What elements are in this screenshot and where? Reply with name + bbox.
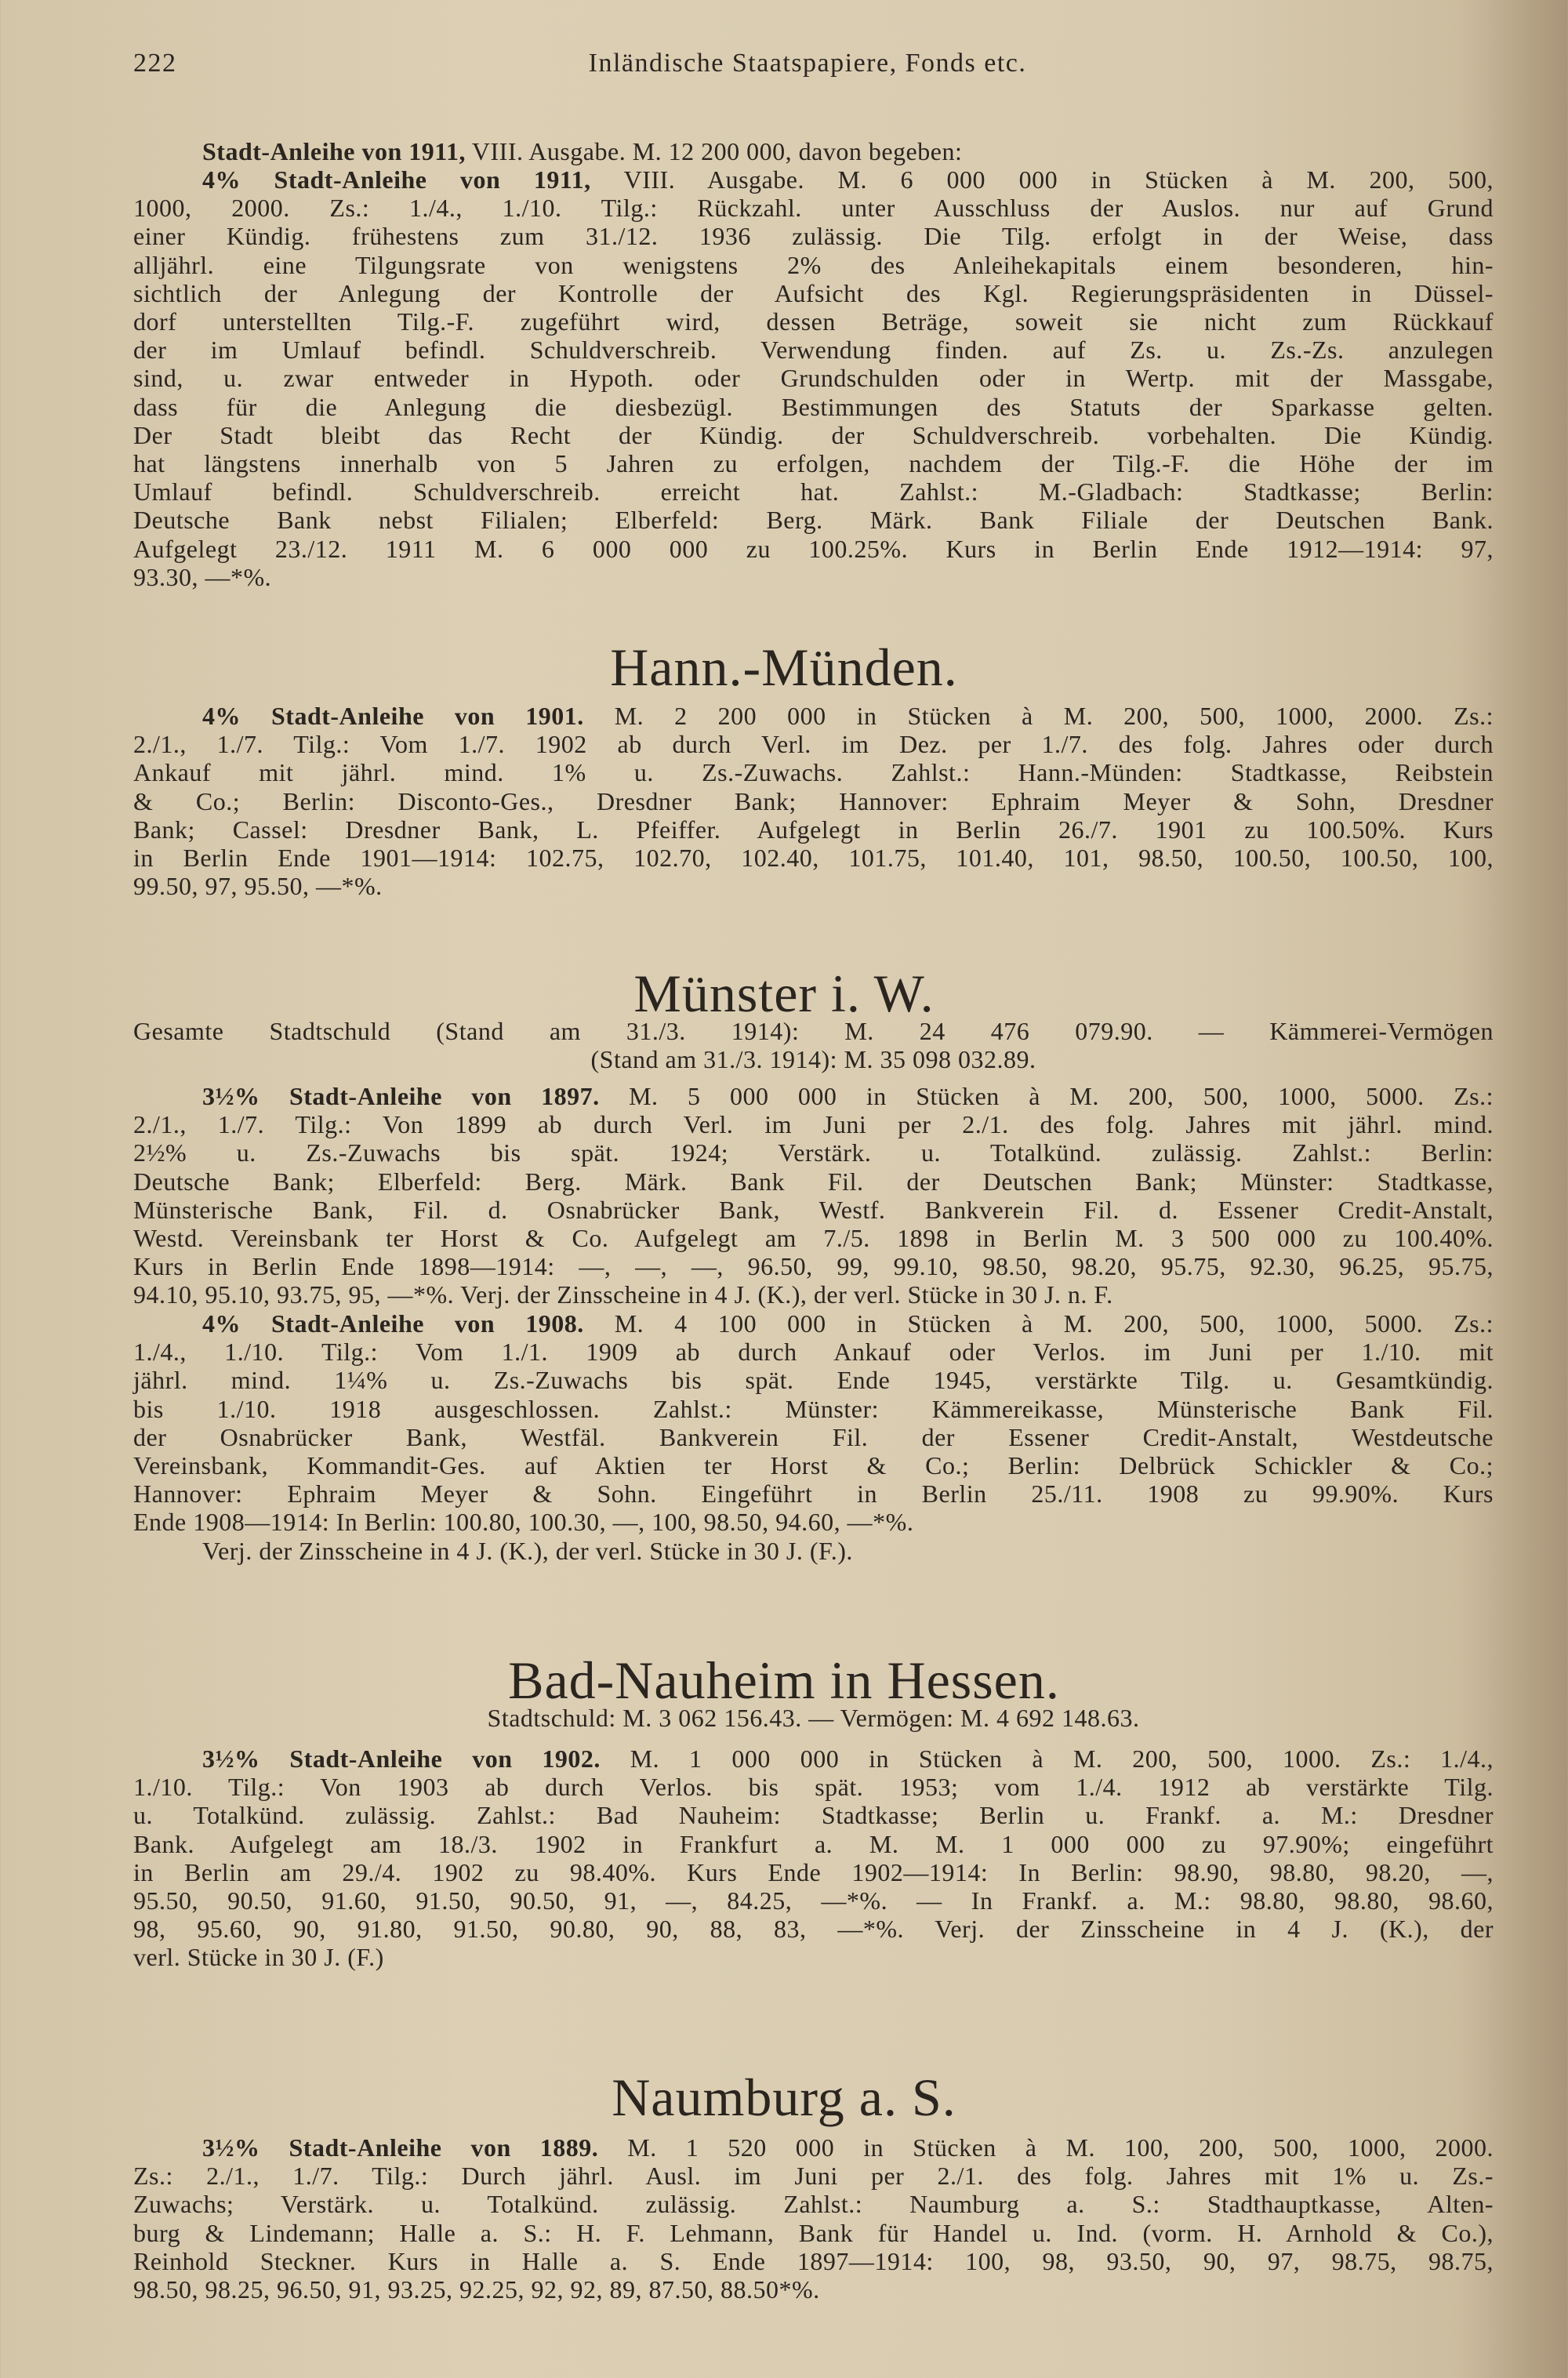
text-line [133,1423,1494,1451]
line-text: VIII. Ausgabe. M. 6 000 000 in Stücken à M. 200, 500, [590,165,1494,194]
text-line [133,535,1494,563]
text-line [133,2247,1494,2275]
line-text: 94.10, 95.10, 93.75, 95, —*%. Verj. der Zinsscheine in 4 J. (K.), der verl. Stücke in 30 J. n. F. [133,1280,1113,1309]
line-text: einer Kündig. frühestens zum 31./12. 1936 zulässig. Die Tilg. erfolgt in der Weise, dass [133,222,1494,251]
line-text: Deutsche Bank nebst Filialen; Elberfeld: Berg. Märk. Bank Filiale der Deutschen Bank. [133,506,1494,535]
line-text: der Osnabrücker Bank, Westfäl. Bankverein Fil. der Essener Credit-Anstalt, Westdeutsche [133,1422,1494,1451]
line-text: in Berlin Ende 1901—1914: 102.75, 102.70, 102.40, 101.75, 101.40, 101, 98.50, 100.50, 100.50, 100, [133,844,1494,873]
line-text: 2./1., 1./7. Tilg.: Vom 1./7. 1902 ab durch Verl. im Dez. per 1./7. des folg. Jahres oder durch [133,730,1494,759]
text-line [133,1252,1494,1280]
loan-1908-paragraph [133,1309,1494,1537]
text-line [133,1045,1494,1073]
line-text: 99.50, 97, 95.50, —*%. [133,872,383,901]
line-text: sind, u. zwar entweder in Hypoth. oder Grundschulden oder in Wertp. mit der Massgabe, [133,364,1494,393]
line-text: alljährl. eine Tilgungsrate von wenigstens 2% des Anleihekapitals einem besonderen, hin- [133,250,1494,279]
section-heading-bad-nauheim: Bad-Nauheim in Hessen. [508,1650,1060,1710]
line-text: Vereinsbank, Kommandit-Ges. auf Aktien ter Horst & Co.; Berlin: Delbrück Schickler & Co.; [133,1451,1494,1480]
text-line [133,2190,1494,2218]
text-line [133,2219,1494,2247]
text-line [133,194,1494,222]
text-line [133,2162,1494,2190]
line-text: der im Umlauf befindl. Schuldverschreib. Verwendung finden. auf Zs. u. Zs.-Zs. anzulegen [133,336,1494,365]
text-line [133,279,1494,307]
line-text: Aufgelegt 23./12. 1911 M. 6 000 000 zu 100.25%. Kurs in Berlin Ende 1912—1914: 97, [133,534,1494,563]
line-text: Hannover: Ephraim Meyer & Sohn. Eingeführt in Berlin 25./11. 1908 zu 99.90%. Kurs [133,1479,1494,1508]
line-text: VIII. Ausgabe. M. 12 200 000, davon begeben: [465,137,963,165]
text-line [133,222,1494,250]
running-title: Inländische Staatspapiere, Fonds etc. [588,49,1027,78]
muenster-debt-summary [133,1017,1494,1073]
line-text: Westd. Vereinsbank ter Horst & Co. Aufgelegt am 7./5. 1898 in Berlin M. 3 500 000 zu 100.40%. [133,1224,1494,1253]
line-text: Zs.: 2./1., 1./7. Tilg.: Durch jährl. Ausl. im Juni per 2./1. des folg. Jahres mit 1% u. Zs.- [133,2162,1494,2191]
text-line [133,1017,1494,1045]
text-line [133,1830,1494,1858]
text-line [133,1886,1494,1915]
text-line [133,506,1494,534]
loan-1902-paragraph [133,1744,1494,1972]
text-line [133,730,1494,758]
text-line [133,1366,1494,1394]
text-line [133,1915,1494,1943]
text-line [133,1196,1494,1224]
line-text: (Stand am 31./3. 1914): M. 35 098 032.89. [590,1045,1036,1074]
text-line [133,364,1494,392]
text-line [133,251,1494,279]
loan-title: 4% Stadt-Anleihe von 1911, [202,165,591,194]
line-text: Ankauf mit jährl. mind. 1% u. Zs.-Zuwachs. Zahlst.: Hann.-Münden: Stadtkasse, Reibstein [133,758,1494,787]
text-line [133,2275,1494,2304]
line-text: Bank; Cassel: Dresdner Bank, L. Pfeiffer. Aufgelegt in Berlin 26./7. 1901 zu 100.50%. Kurs [133,815,1494,844]
loan-title: 3½% Stadt-Anleihe von 1897. [202,1082,600,1110]
line-text: Deutsche Bank; Elberfeld: Berg. Märk. Bank Fil. der Deutschen Bank; Münster: Stadtkasse, [133,1167,1494,1196]
text-line [133,1082,1494,1110]
line-text: 98.50, 98.25, 96.50, 91, 93.25, 92.25, 92, 92, 89, 87.50, 88.50*%. [133,2275,820,2304]
text-line [133,1138,1494,1167]
text-line [133,1858,1494,1886]
text-line [133,1224,1494,1252]
loan-title: 3½% Stadt-Anleihe von 1889. [202,2133,599,2162]
line-text: M. 4 100 000 in Stücken à M. 200, 500, 1000, 5000. Zs.: [583,1309,1494,1338]
page-number: 222 [133,49,177,78]
loan-title: 4% Stadt-Anleihe von 1901. [202,702,584,730]
text-line [133,1309,1494,1338]
line-text: dass für die Anlegung die diesbezügl. Bestimmungen des Statuts der Sparkasse gelten. [133,392,1494,421]
line-text: Münsterische Bank, Fil. d. Osnabrücker Bank, Westf. Bankverein Fil. d. Essener Credit-Anstalt, [133,1195,1494,1224]
line-text: Verj. der Zinsscheine in 4 J. (K.), der verl. Stücke in 30 J. (F.). [202,1537,853,1565]
line-text: M. 1 520 000 in Stücken à M. 100, 200, 500, 1000, 2000. [598,2133,1494,2162]
loan-title: 4% Stadt-Anleihe von 1908. [202,1309,584,1338]
text-line [133,1801,1494,1829]
text-line [133,844,1494,872]
line-text: Ende 1908—1914: In Berlin: 100.80, 100.30, —, 100, 98.50, 94.60, —*%. [133,1508,914,1537]
text-line [133,165,1494,194]
line-text: 98, 95.60, 90, 91.80, 91.50, 90.80, 90, 88, 83, —*%. Verj. der Zinsscheine in 4 J. (K.), der [133,1915,1494,1944]
text-line [133,2133,1494,2162]
line-text: hat längstens innerhalb von 5 Jahren zu erfolgen, nachdem der Tilg.-F. die Höhe der im [133,449,1494,478]
text-line [133,1744,1494,1773]
text-line [133,1167,1494,1196]
line-text: Zuwachs; Verstärk. u. Totalkünd. zulässig. Zahlst.: Naumburg a. S.: Stadthauptkasse, Alten- [133,2190,1494,2219]
loan-1889-paragraph [133,2133,1494,2304]
nauheim-debt-summary [133,1704,1494,1732]
line-text: M. 1 000 000 in Stücken à M. 200, 500, 1000. Zs.: 1./4., [600,1744,1494,1773]
text-line [133,336,1494,364]
line-text: 93.30, —*%. [133,562,272,591]
text-line [133,1479,1494,1508]
loan-title: 3½% Stadt-Anleihe von 1902. [202,1744,601,1773]
line-text: M. 2 200 000 in Stücken à M. 200, 500, 1000, 2000. Zs.: [583,702,1494,730]
text-line [133,421,1494,449]
loan-1908-note [133,1537,1494,1565]
text-line [133,393,1494,421]
text-line [133,563,1494,591]
line-text: dorf unterstellten Tilg.-F. zugeführt wird, dessen Beträge, soweit sie nicht zum Rückkauf [133,307,1494,336]
text-line [133,449,1494,477]
loan-1911-intro [133,137,1494,165]
line-text: u. Totalkünd. zulässig. Zahlst.: Bad Nauheim: Stadtkasse; Berlin u. Frankf. a. M.: Dresdner [133,1801,1494,1830]
line-text: 1./10. Tilg.: Von 1903 ab durch Verlos. bis spät. 1953; vom 1./4. 1912 ab verstärkte Tilg. [133,1773,1494,1802]
text-line [133,1704,1494,1732]
line-text: Der Stadt bleibt das Recht der Kündig. der Schuldverschreib. vorbehalten. Die Kündig. [133,420,1494,449]
loan-1911-paragraph [133,165,1494,591]
line-text: Stadtschuld: M. 3 062 156.43. — Vermögen: M. 4 692 148.63. [487,1704,1140,1732]
line-text: 1000, 2000. Zs.: 1./4., 1./10. Tilg.: Rückzahl. unter Ausschluss der Auslos. nur auf Grund [133,194,1494,223]
text-line [133,872,1494,900]
text-line [133,1280,1494,1309]
line-text: 95.50, 90.50, 91.60, 91.50, 90.50, 91, —, 84.25, —*%. — In Frankf. a. M.: 98.80, 98.80, 98.60, [133,1886,1494,1915]
line-text: verl. Stücke in 30 J. (F.) [133,1943,384,1972]
text-line [133,307,1494,336]
line-text: Umlauf befindl. Schuldverschreib. erreicht hat. Zahlst.: M.-Gladbach: Stadtkasse; Berlin: [133,477,1494,506]
line-text: 2./1., 1./7. Tilg.: Von 1899 ab durch Verl. im Juni per 2./1. des folg. Jahres mit jährl. mind. [133,1110,1494,1139]
text-line [133,1451,1494,1479]
text-line [133,1338,1494,1366]
loan-title: Stadt-Anleihe von 1911, [202,137,466,165]
text-line [133,787,1494,815]
line-text: sichtlich der Anlegung der Kontrolle der Aufsicht des Kgl. Regierungspräsidenten in Düssel- [133,278,1494,307]
text-line [133,815,1494,844]
text-line [133,1110,1494,1138]
text-line [133,1395,1494,1423]
line-text: bis 1./10. 1918 ausgeschlossen. Zahlst.: Münster: Kämmereikasse, Münsterische Bank Fil. [133,1394,1494,1423]
text-line [133,758,1494,786]
text-line [133,137,1494,165]
loan-1897-paragraph [133,1082,1494,1309]
line-text: & Co.; Berlin: Disconto-Ges., Dresdner Bank; Hannover: Ephraim Meyer & Sohn, Dresdner [133,786,1494,815]
line-text: 2½% u. Zs.-Zuwachs bis spät. 1924; Verstärk. u. Totalkünd. zulässig. Zahlst.: Berlin: [133,1138,1494,1167]
line-text: Bank. Aufgelegt am 18./3. 1902 in Frankfurt a. M. M. 1 000 000 zu 97.90%; eingeführt [133,1829,1494,1858]
section-heading-hann-muenden: Hann.-Münden. [610,637,958,697]
line-text: Kurs in Berlin Ende 1898—1914: —, —, —, 96.50, 99, 99.10, 98.50, 98.20, 95.75, 92.30, 96.25, 95.75, [133,1252,1494,1281]
text-line [133,1537,1494,1565]
loan-1901-paragraph [133,702,1494,900]
text-line [133,1943,1494,1971]
line-text: Gesamte Stadtschuld (Stand am 31./3. 1914): M. 24 476 079.90. — Kämmerei-Vermögen [133,1017,1494,1045]
text-line [133,1773,1494,1801]
line-text: jährl. mind. 1¼% u. Zs.-Zuwachs bis spät. Ende 1945, verstärkte Tilg. u. Gesamtkündig. [133,1366,1494,1395]
text-line [133,1508,1494,1536]
line-text: 1./4., 1./10. Tilg.: Vom 1./1. 1909 ab durch Ankauf oder Verlos. im Juni per 1./10. mit [133,1338,1494,1367]
text-line [133,702,1494,730]
text-line [133,477,1494,506]
line-text: in Berlin am 29./4. 1902 zu 98.40%. Kurs Ende 1902—1914: In Berlin: 98.90, 98.80, 98.20, —, [133,1857,1494,1886]
line-text: burg & Lindemann; Halle a. S.: H. F. Lehmann, Bank für Handel u. Ind. (vorm. H. Arnhold & Co.), [133,2218,1494,2247]
line-text: M. 5 000 000 in Stücken à M. 200, 500, 1000, 5000. Zs.: [599,1082,1494,1110]
line-text: Reinhold Steckner. Kurs in Halle a. S. Ende 1897—1914: 100, 98, 93.50, 90, 97, 98.75, 98.75, [133,2246,1494,2275]
section-heading-muenster: Münster i. W. [633,964,935,1023]
section-heading-naumburg: Naumburg a. S. [612,2068,956,2127]
